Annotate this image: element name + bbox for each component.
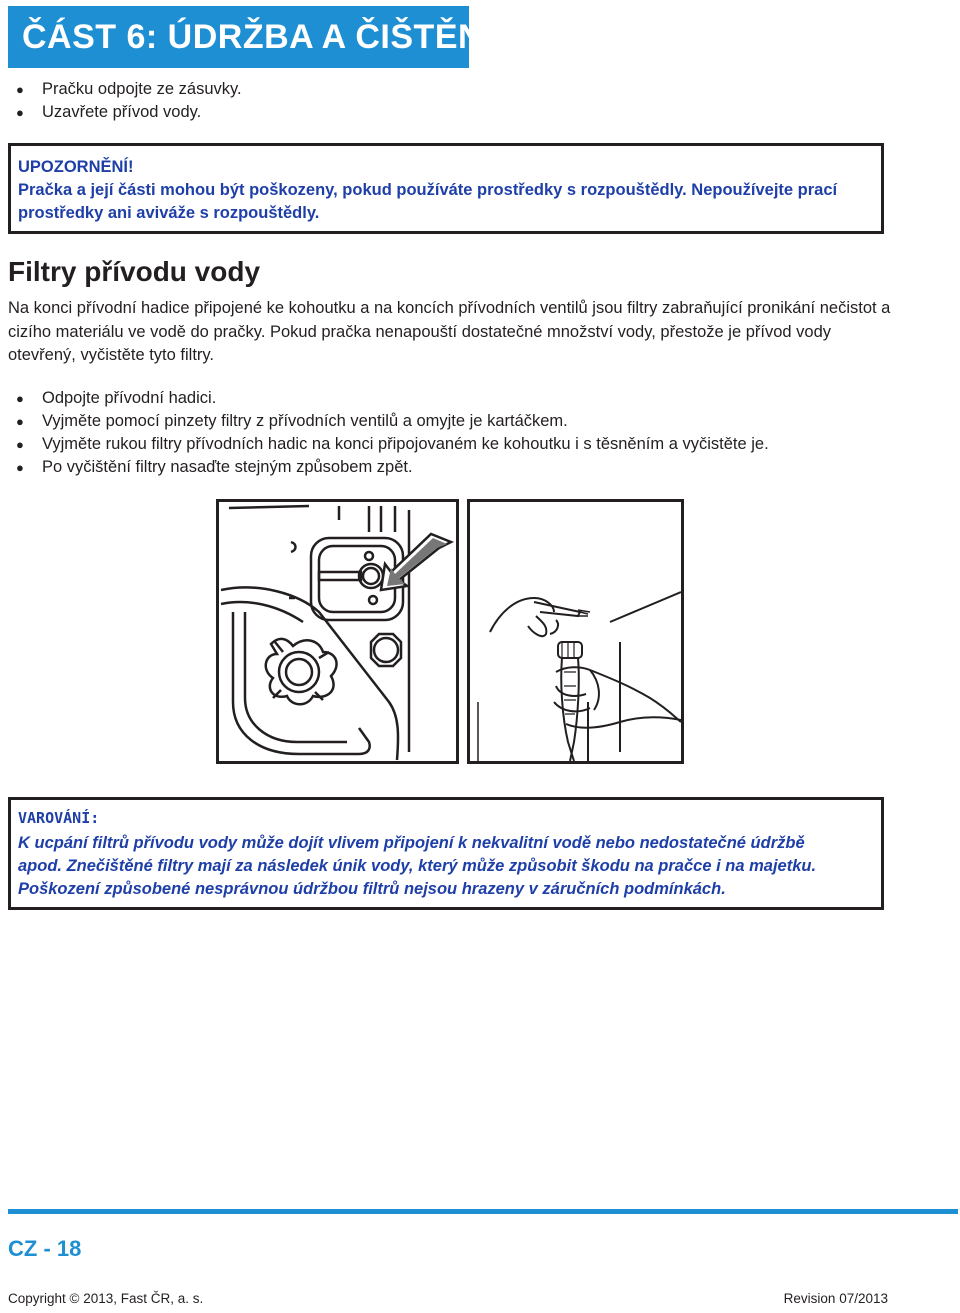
warning-line: apod. Znečištěné filtry mají za následek únik vody, který může způsobit škodu na pračce i na majetku. (18, 857, 817, 875)
revision-info (784, 1291, 888, 1306)
list-item (8, 433, 769, 456)
bullet-icon: ● (16, 82, 24, 97)
list-item (8, 387, 769, 410)
caution-line: prostředky ani aviváže s rozpouštědly. (18, 204, 320, 222)
bullet-icon: ● (16, 391, 24, 406)
bullet-icon: ● (16, 460, 24, 475)
inlet-valve-illustration (216, 499, 459, 764)
list-item-text: Vyjměte rukou filtry přívodních hadic na konci připojovaném ke kohoutku i s těsněním a vyčistěte je. (42, 435, 769, 453)
hose-filter-illustration (467, 499, 684, 764)
copyright-text: Copyright © 2013, Fast ČR, a. s. (8, 1291, 204, 1306)
section-heading: Filtry přívodu vody (8, 256, 261, 287)
page-number: CZ - 18 (8, 1236, 82, 1261)
caution-title: UPOZORNĚNÍ! (18, 158, 134, 176)
intro-bullet-list (8, 78, 242, 124)
warning-box (8, 797, 884, 910)
pointer-arrow-icon (381, 534, 451, 590)
hose-filter-drawing (470, 502, 681, 761)
section-paragraph: Na konci přívodní hadice připojené ke kohoutku a na koncích přívodních ventilů jsou filtry zabraňující pronikání nečistot a cizího materiálu ve vodě do pračky. Pokud pračka nenapouští dostatečné množství vody, přestože je přívod vody otevřený, vyčistěte tyto filtry. (8, 299, 891, 364)
revision-label: Revision (783, 1291, 836, 1306)
list-item-text: Po vyčištění filtry nasaďte stejným způsobem zpět. (42, 458, 413, 476)
footer-divider (8, 1209, 958, 1214)
list-item (8, 78, 242, 101)
warning-line: Poškození způsobené nesprávnou údržbou filtrů nejsou hrazeny v záručních podmínkách. (18, 880, 726, 898)
bullet-icon: ● (16, 414, 24, 429)
bullet-icon: ● (16, 105, 24, 120)
list-item (8, 101, 242, 124)
list-item-text: Uzavřete přívod vody. (42, 103, 202, 121)
list-item-text: Pračku odpojte ze zásuvky. (42, 80, 242, 98)
list-item (8, 410, 769, 433)
inlet-valve-drawing (219, 502, 456, 761)
page-title: ČÁST 6: ÚDRŽBA A ČIŠTĚNÍ (22, 17, 493, 56)
warning-title: VAROVÁNÍ: (18, 809, 100, 827)
bullet-icon: ● (16, 437, 24, 452)
list-item-text: Vyjměte pomocí pinzety filtry z přívodních ventilů a omyjte je kartáčkem. (42, 412, 568, 430)
caution-box (8, 143, 884, 234)
list-item (8, 456, 769, 479)
steps-bullet-list (8, 387, 769, 479)
list-item-text: Odpojte přívodní hadici. (42, 389, 217, 407)
warning-line: K ucpání filtrů přívodu vody může dojít vlivem připojení k nekvalitní vodě nebo nedostatečné údržbě (18, 834, 805, 852)
caution-line: Pračka a její části mohou být poškozeny, pokud používáte prostředky s rozpouštědly. Nepoužívejte prací (18, 181, 838, 199)
section-title-banner (8, 6, 493, 68)
revision-date: 07/2013 (839, 1291, 888, 1306)
